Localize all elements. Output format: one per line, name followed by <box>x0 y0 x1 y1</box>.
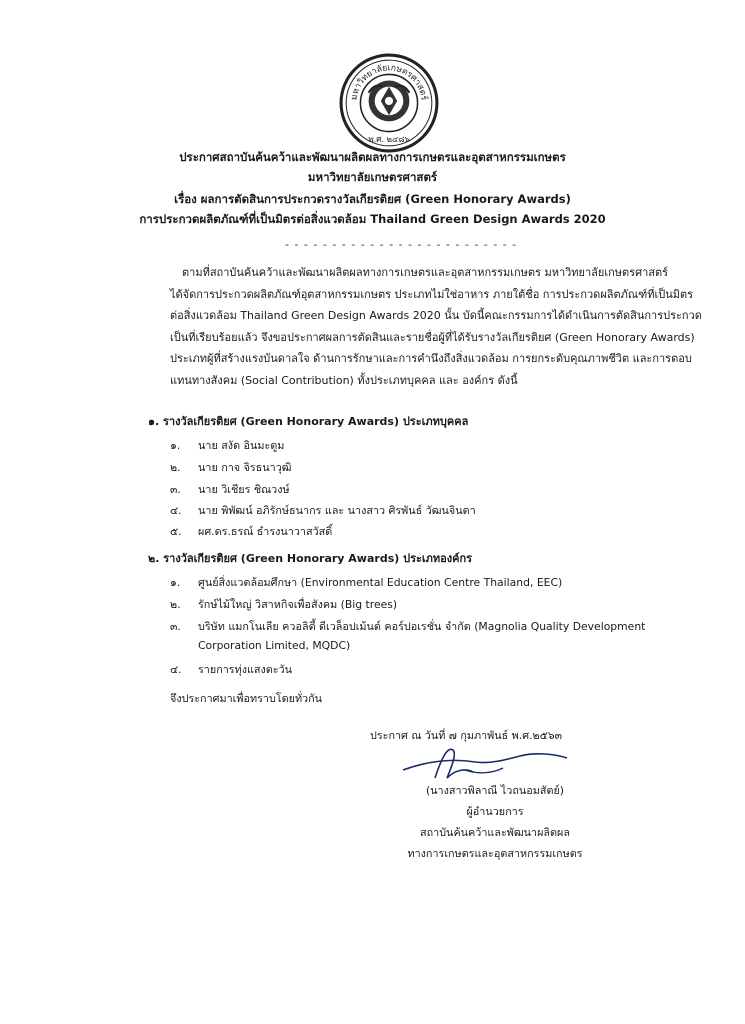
item-text: รักษ์ไม้ใหญ่ วิสาหกิจเพื่อสังคม (Big trees) <box>198 598 398 611</box>
announcement-date: ประกาศ ณ วันที่ ๗ กุมภาพันธ์ พ.ศ.๒๕๖๓ <box>370 729 563 742</box>
body-line: ต่อสิ่งแวดล้อม Thailand Green Design Awards 2020 นั้น บัดนี้คณะกรรมการได้ดำเนินการตัดสินการประกวด <box>170 309 702 322</box>
item-number: ๔. <box>170 504 182 517</box>
item-number: ๒. <box>170 461 181 474</box>
closing-statement: จึงประกาศมาเพื่อทราบโดยทั่วกัน <box>170 692 323 705</box>
item-text: ศูนย์สิ่งแวดล้อมศึกษา (Environmental Education Centre Thailand, EEC) <box>198 576 563 589</box>
item-number: ๓. <box>170 620 181 633</box>
list-item <box>170 596 397 613</box>
item-number: ๒. <box>170 598 181 611</box>
body-line: แทนทางสังคม (Social Contribution) ทั้งประเภทบุคคล และ องค์กร ดังนี้ <box>170 373 518 387</box>
list-item <box>170 523 332 540</box>
seal-ring-text: มหาวิทยาลัยเกษตรศาสตร์ <box>349 63 429 102</box>
university-seal-icon <box>338 52 440 154</box>
item-number: ๕. <box>170 525 182 538</box>
signer-position: ผู้อำนวยการ <box>466 805 524 818</box>
list-item <box>170 481 290 498</box>
item-text: นาย พิพัฒน์ อภิรักษ์ธนากร และ นางสาว ศิรพันธ์ วัฒนจินดา <box>198 504 476 517</box>
list-item <box>170 574 562 591</box>
list-item <box>170 661 292 678</box>
item-text: นาย วิเชียร ชิณวงษ์ <box>198 483 290 496</box>
item-number: ๓. <box>170 483 181 496</box>
body-line: ตามที่สถาบันค้นคว้าและพัฒนาผลิตผลทางการเกษตรและอุตสาหกรรมเกษตร มหาวิทยาลัยเกษตรศาสตร์ <box>182 266 669 279</box>
list-item <box>170 437 284 454</box>
item-text: นาย กาจ จิรธนาวุฒิ <box>198 461 292 474</box>
announcement-title: ประกาศสถาบันค้นคว้าและพัฒนาผลิตผลทางการเกษตรและอุตสาหกรรมเกษตร <box>179 150 566 164</box>
seal-year: พ.ศ. ๒๔๘๖ <box>368 133 410 144</box>
item-text: บริษัท แมกโนเลีย ควอลิตี้ ดีเวล็อปเม้นต์ คอร์ปอเรชั่น จำกัด (Magnolia Quality Development <box>198 620 646 633</box>
body-line: ประเภทผู้ที่สร้างแรงบันดาลใจ ด้านการรักษาและการคำนึงถึงสิ่งแวดล้อม การยกระดับคุณภาพชีวิต และการตอบ <box>170 352 692 365</box>
subject-line: เรื่อง ผลการตัดสินการประกวดรางวัลเกียรติยศ (Green Honorary Awards) <box>174 192 571 206</box>
body-line: ได้จัดการประกวดผลิตภัณฑ์อุตสาหกรรมเกษตร ประเภทไม่ใช่อาหาร ภายใต้ชื่อ การประกวดผลิตภัณฑ์ที่เป็นมิตร <box>170 287 694 301</box>
signer-name: (นางสาวพิลาณี ไวถนอมสัตย์) <box>425 784 565 797</box>
section2-title: ๒. รางวัลเกียรติยศ (Green Honorary Awards) ประเภทองค์กร <box>148 552 473 565</box>
item-number: ๑. <box>170 439 181 452</box>
item-number: ๑. <box>170 576 181 589</box>
university-name: มหาวิทยาลัยเกษตรศาสตร์ <box>307 170 438 184</box>
body-paragraph <box>170 262 702 391</box>
list-item <box>170 502 476 519</box>
section1-title: ๑. รางวัลเกียรติยศ (Green Honorary Awards) ประเภทบุคคล <box>148 415 469 428</box>
contest-name: การประกวดผลิตภัณฑ์ที่เป็นมิตรต่อสิ่งแวดล้อม Thailand Green Design Awards 2020 <box>139 212 606 226</box>
signer-organization: สถาบันค้นคว้าและพัฒนาผลิตผล <box>420 826 570 839</box>
handwritten-signature-icon <box>395 740 575 784</box>
body-line: เป็นที่เรียบร้อยแล้ว จึงขอประกาศผลการตัดสินและรายชื่อผู้ที่ได้รับรางวัลเกียรติยศ (Green Honorary Awards) <box>170 330 695 344</box>
list-item <box>170 618 645 635</box>
item-number: ๔. <box>170 663 182 676</box>
item-text: รายการทุ่งแสงตะวัน <box>198 663 293 676</box>
signer-organization-line2: ทางการเกษตรและอุตสาหกรรมเกษตร <box>407 847 583 860</box>
divider: - - - - - - - - - - - - - - - - - - - - - - - - - <box>285 238 518 251</box>
list-item-continuation: Corporation Limited, MQDC) <box>198 639 351 652</box>
item-text: ผศ.ดร.ธรณ์ ธำรงนาวาสวัสดิ์ <box>198 525 333 538</box>
list-item <box>170 459 292 476</box>
item-text: นาย สงัด อินมะตูม <box>198 439 285 452</box>
